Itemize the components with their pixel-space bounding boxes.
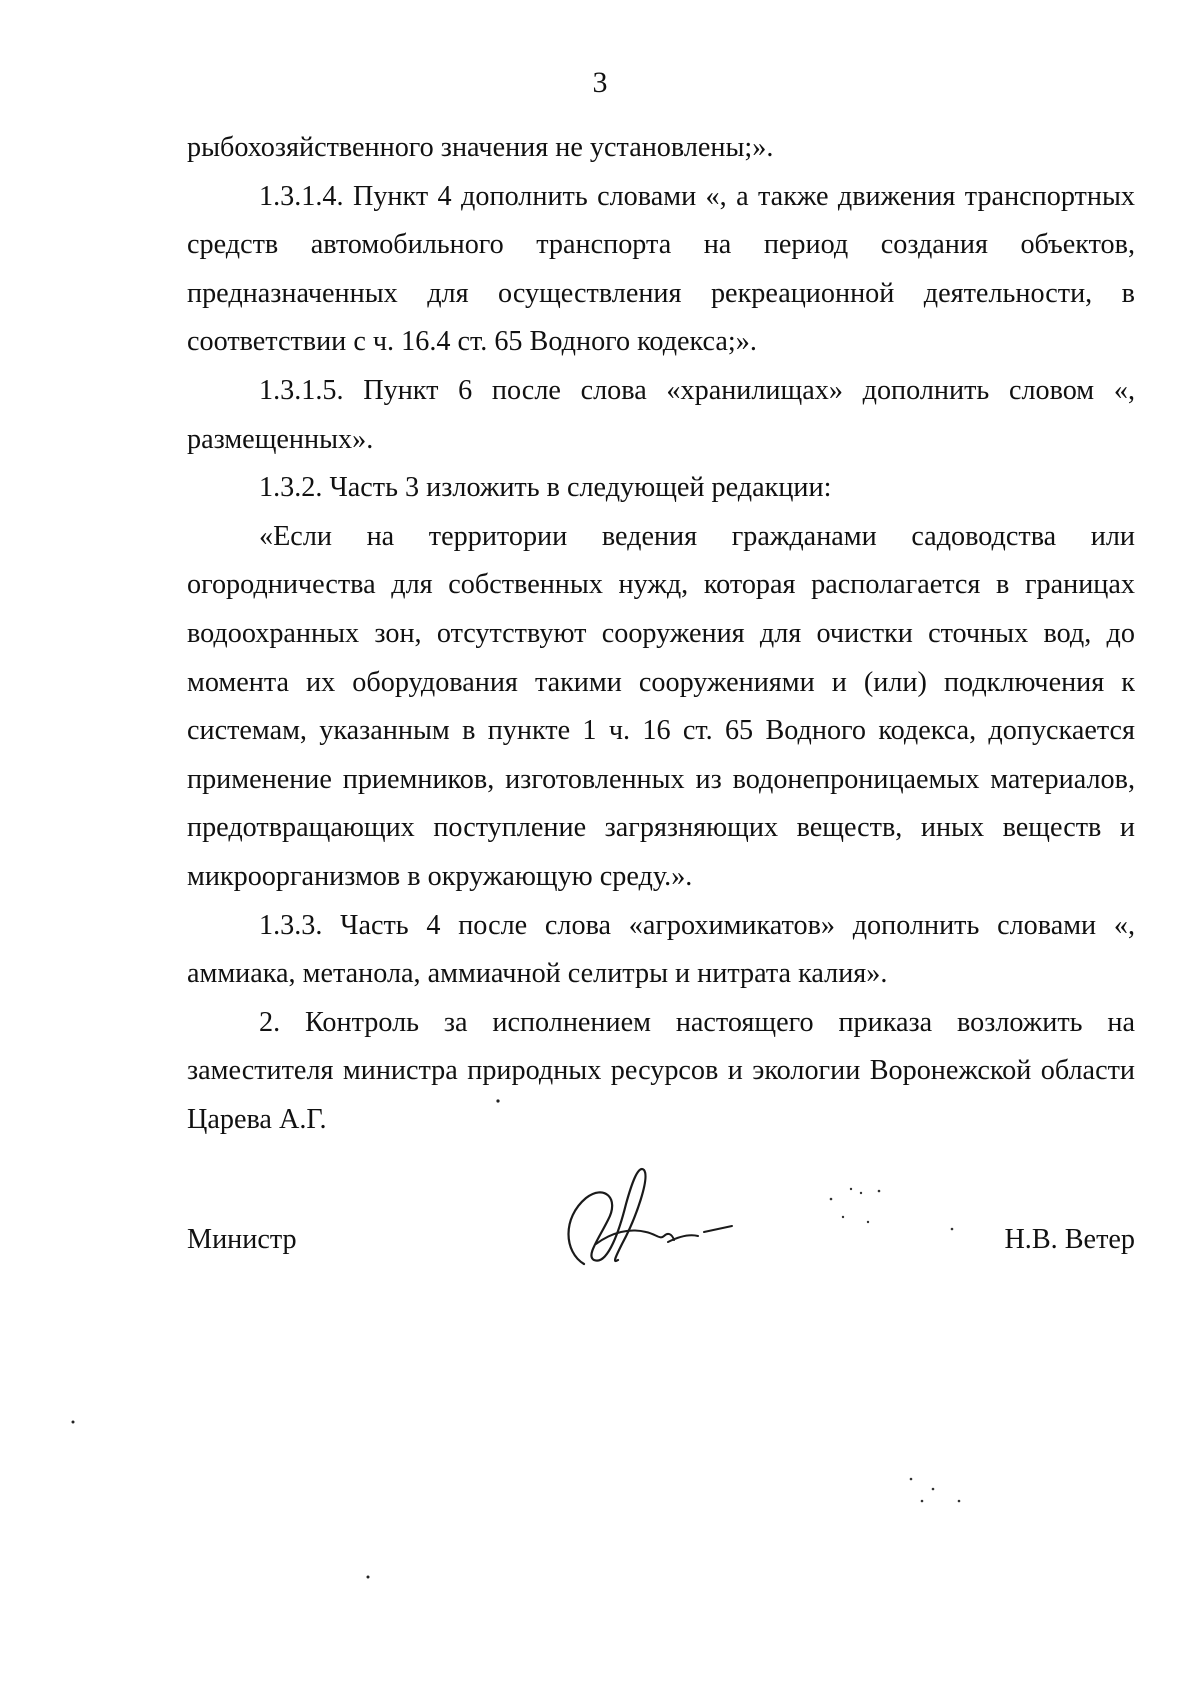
paragraph-continuation: рыбохозяйственного значения не установлены;». — [187, 132, 774, 163]
paragraph-1-3-1-4: 1.3.1.4. Пункт 4 дополнить словами «, а также движения транспортных средств автомобильного транспорта на период создания объектов, предназначенных для осуществления рекреационной деятельности, в соответствии с ч. 16.4 ст. 65 Водного кодекса;». — [187, 180, 1135, 358]
paragraph-2-control: 2. Контроль за исполнением настоящего приказа возложить на заместителя министра природных ресурсов и экологии Воронежской области Царева А.Г. — [187, 1006, 1135, 1135]
paragraph-1-3-3: 1.3.3. Часть 4 после слова «агрохимикатов» дополнить словами «, аммиака, метанола, аммиачной селитры и нитрата калия». — [187, 909, 1135, 990]
page-number: 3 — [592, 66, 608, 99]
paragraph-1-3-2: 1.3.2. Часть 3 изложить в следующей редакции: — [259, 472, 832, 504]
paragraph-quoted-text: «Если на территории ведения гражданами садоводства или огородничества для собственных нужд, которая располагается в границах водоохранных зон, отсутствуют сооружения для очистки сточных вод, до момента их оборудования такими сооружениями и (или) подключения к системам, указанным в пункте 1 ч. 16 ст. 65 Водного кодекса, допускается применение приемников, изготовленных из водонепроницаемых материалов, предотвращающих поступление загрязняющих веществ, иных веществ и микроорганизмов в окружающую среду.». — [187, 520, 1135, 892]
handwritten-signature — [556, 1160, 736, 1290]
signer-title: Министр — [187, 1224, 297, 1255]
document-body — [187, 124, 1135, 1144]
paragraph-1-3-1-5: 1.3.1.5. Пункт 6 после слова «хранилищах» дополнить словом «, размещенных». — [187, 374, 1135, 455]
signer-name: Н.В. Ветер — [1004, 1224, 1135, 1255]
